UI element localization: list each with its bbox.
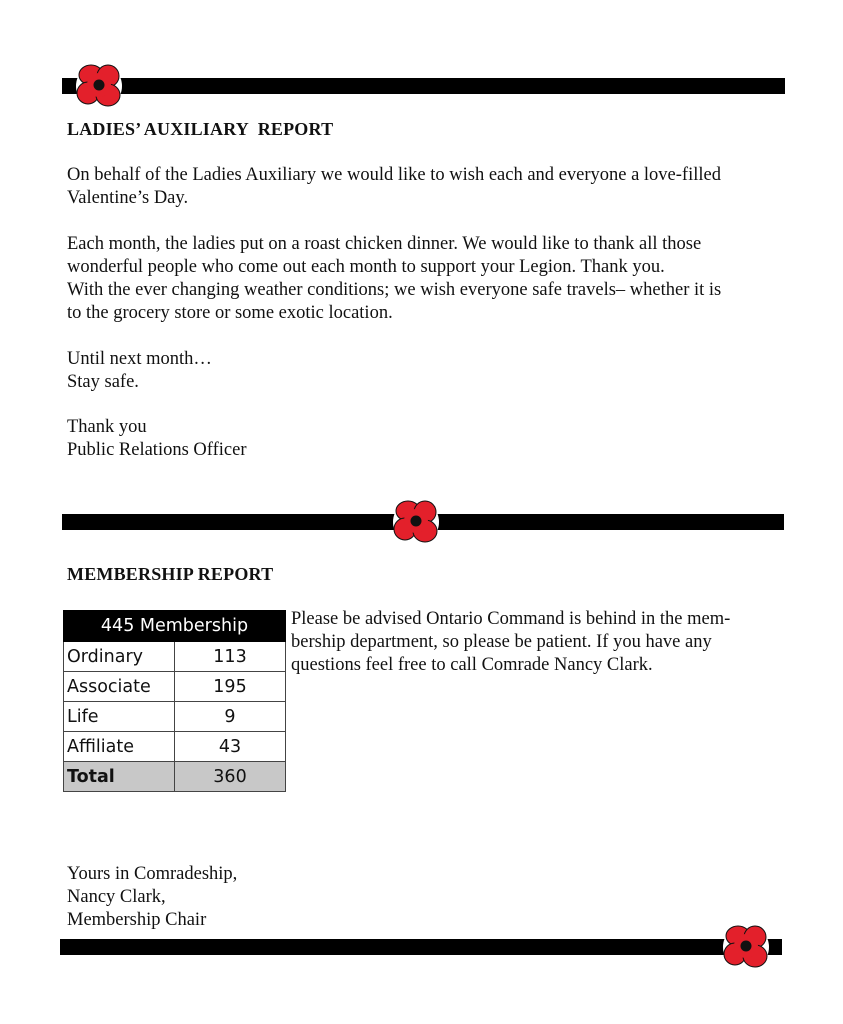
- text-line: Valentine’s Day.: [67, 188, 189, 208]
- row-label: Associate: [64, 672, 175, 702]
- text-line: bership department, so please be patient. If you have any: [291, 632, 712, 652]
- row-label: Ordinary: [64, 642, 175, 672]
- text-line: Membership Chair: [67, 910, 207, 930]
- text-line: Stay safe.: [67, 372, 139, 392]
- total-row: [64, 762, 286, 792]
- table-row: [64, 642, 286, 672]
- membership-heading: MEMBERSHIP REPORT: [67, 564, 274, 584]
- text-line: Until next month…: [67, 349, 212, 369]
- row-value: 43: [175, 732, 286, 762]
- row-value: 195: [175, 672, 286, 702]
- text-line: wonderful people who come out each month to support your Legion. Thank you.: [67, 257, 665, 277]
- text-line: Yours in Comradeship,: [67, 864, 238, 884]
- table-row: [64, 732, 286, 762]
- row-value: 113: [175, 642, 286, 672]
- total-value: 360: [175, 762, 286, 792]
- membership-signature: [67, 863, 787, 932]
- ladies-auxiliary-heading: LADIES’ AUXILIARY REPORT: [67, 119, 334, 139]
- text-line: Public Relations Officer: [67, 440, 247, 460]
- text-line: Nancy Clark,: [67, 887, 166, 907]
- top-divider: [62, 78, 785, 94]
- bottom-divider: [60, 939, 782, 955]
- table-row: [64, 672, 286, 702]
- row-label: Life: [64, 702, 175, 732]
- table-title: 445 Membership: [64, 611, 286, 642]
- row-value: 9: [175, 702, 286, 732]
- total-label: Total: [64, 762, 175, 792]
- poppy-icon: [74, 61, 124, 111]
- text-line: questions feel free to call Comrade Nancy Clark.: [291, 655, 653, 675]
- membership-table: [63, 610, 286, 792]
- table-row: [64, 702, 286, 732]
- ladies-paragraph-3: [67, 348, 787, 394]
- membership-note: [291, 608, 771, 677]
- text-line: Each month, the ladies put on a roast chicken dinner. We would like to thank all those: [67, 234, 702, 254]
- text-line: Please be advised Ontario Command is behind in the mem-: [291, 609, 731, 629]
- ladies-paragraph-2: [67, 233, 787, 325]
- text-line: Thank you: [67, 417, 147, 437]
- poppy-icon: [721, 922, 771, 972]
- ladies-signature: [67, 416, 787, 462]
- text-line: On behalf of the Ladies Auxiliary we would like to wish each and everyone a love-filled: [67, 165, 721, 185]
- text-line: With the ever changing weather conditions; we wish everyone safe travels– whether it is: [67, 280, 722, 300]
- text-line: to the grocery store or some exotic location.: [67, 303, 393, 323]
- poppy-icon: [391, 497, 441, 547]
- ladies-paragraph-1: [67, 164, 787, 210]
- row-label: Affiliate: [64, 732, 175, 762]
